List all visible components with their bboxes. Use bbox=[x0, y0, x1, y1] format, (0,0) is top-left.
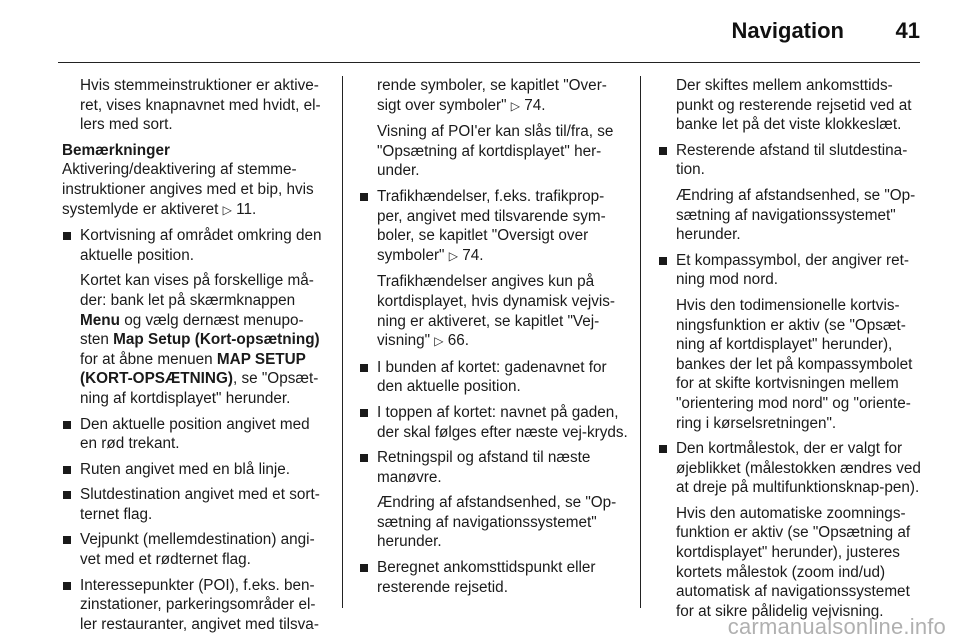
list-item-detail: Trafikhændelser angives kun på kortdisplayet, hvis dynamisk vejvis-ning er aktiveret, se kapitlet "Vej-visning" ▷ 66. bbox=[377, 273, 616, 350]
list-item: Den aktuelle position angivet med en rød trekant. bbox=[62, 415, 327, 454]
column-1 bbox=[62, 76, 327, 640]
list-item: I toppen af kortet: navnet på gaden, der skal følges efter næste vej-kryds. bbox=[359, 403, 629, 442]
list-item-detail: Hvis den todimensionelle kortvis-ningsfunktion er aktiv (se "Opsæt-ning af kortdisplayet" herunder), bankes der let på kompassymbolet for at skifte kortvisningen mellem "orientering mod nord" og "oriente-ring i kørselsretningen". bbox=[676, 296, 913, 432]
column-divider-2 bbox=[640, 76, 641, 608]
intro-paragraph: Hvis stemmeinstruktioner er aktive-ret, vises knapnavnet med hvidt, el-lers med sort. bbox=[80, 77, 321, 134]
page-number: 41 bbox=[895, 18, 920, 43]
page-ref-icon: ▷ bbox=[448, 248, 458, 263]
list-item: Et kompassymbol, der angiver ret-ning mod nord. bbox=[658, 251, 926, 290]
list-item: Trafikhændelser, f.eks. trafikprop-per, angivet med tilsvarende sym-boler, se kapitlet "Oversigt over symboler" ▷ 74. bbox=[359, 187, 629, 266]
list-item: Resterende afstand til slutdestina-tion. bbox=[658, 141, 926, 180]
page-title: Navigation bbox=[731, 18, 844, 43]
list-item: Den kortmålestok, der er valgt for øjeblikket (målestokken ændres ved at dreje på multifunktionsknap-pen). bbox=[658, 439, 926, 498]
list-item: Slutdestination angivet med et sort-ternet flag. bbox=[62, 485, 327, 524]
continued-text: Der skiftes mellem ankomsttids-punkt og resterende rejsetid ved at banke let på det viste klokkeslæt. bbox=[676, 77, 912, 134]
list-item-detail: Ændring af afstandsenhed, se "Op-sætning af navigationssystemet" herunder. bbox=[676, 186, 916, 244]
list-item: Interessepunkter (POI), f.eks. ben-zinstationer, parkeringsområder el-ler restauranter, angivet med tilsva- bbox=[62, 576, 327, 635]
column-divider-1 bbox=[342, 76, 343, 608]
map-setup-caps-label: MAP SETUP (KORT-OPSÆTNING) bbox=[80, 350, 306, 388]
list-item-detail: Ændring af afstandsenhed, se "Op-sætning af navigationssystemet" herunder. bbox=[377, 494, 617, 551]
page-header bbox=[0, 0, 960, 62]
header-divider bbox=[58, 62, 920, 63]
watermark: carmanualsonline.info bbox=[727, 614, 946, 639]
continued-text: rende symboler, se kapitlet "Over-sigt over symboler" ▷ 74. bbox=[377, 77, 607, 114]
list-item: I bunden af kortet: gadenavnet for den aktuelle position. bbox=[359, 358, 629, 397]
column-3 bbox=[658, 76, 926, 627]
list-item-detail: Kortet kan vises på forskellige må-der: bank let på skærmknappen Menu og vælg dernæst menupo-sten Map Setup (Kort-opsætning) for at åbne menuen MAP SETUP (KORT-OPSÆTNING), se "Opsæt-ning af kortdisplayet" herunder. bbox=[80, 272, 320, 407]
menu-label: Menu bbox=[80, 311, 120, 329]
note-text: Aktivering/deaktivering af stemme-instruktioner angives med et bip, hvis systemlyde er aktiveret ▷ 11. bbox=[62, 161, 314, 218]
list-item: Kortvisning af området omkring den aktuelle position. bbox=[62, 226, 327, 265]
list-item-detail: Hvis den automatiske zoomnings-funktion er aktiv (se "Opsætning af kortdisplayet" herunder), justeres kortets målestok (zoom ind/ud) automatisk af navigationssystemet for at sikre pålidelig vejvisning. bbox=[676, 504, 911, 620]
list-item: Vejpunkt (mellemdestination) angi-vet med et rødternet flag. bbox=[62, 530, 327, 569]
list-item: Beregnet ankomsttidspunkt eller resterende rejsetid. bbox=[359, 558, 629, 597]
list-item: Retningspil og afstand til næste manøvre. bbox=[359, 448, 629, 487]
column-2 bbox=[359, 76, 629, 603]
note-title: Bemærkninger bbox=[62, 141, 170, 159]
page-ref-icon: ▷ bbox=[222, 202, 232, 217]
page-ref-icon: ▷ bbox=[434, 334, 444, 349]
list-item: Ruten angivet med en blå linje. bbox=[62, 460, 327, 480]
page-ref-icon: ▷ bbox=[510, 98, 521, 113]
map-setup-label: Map Setup (Kort-opsætning) bbox=[113, 331, 320, 349]
list-item-detail: Visning af POI'er kan slås til/fra, se "Opsætning af kortdisplayet" her-under. bbox=[377, 123, 614, 180]
